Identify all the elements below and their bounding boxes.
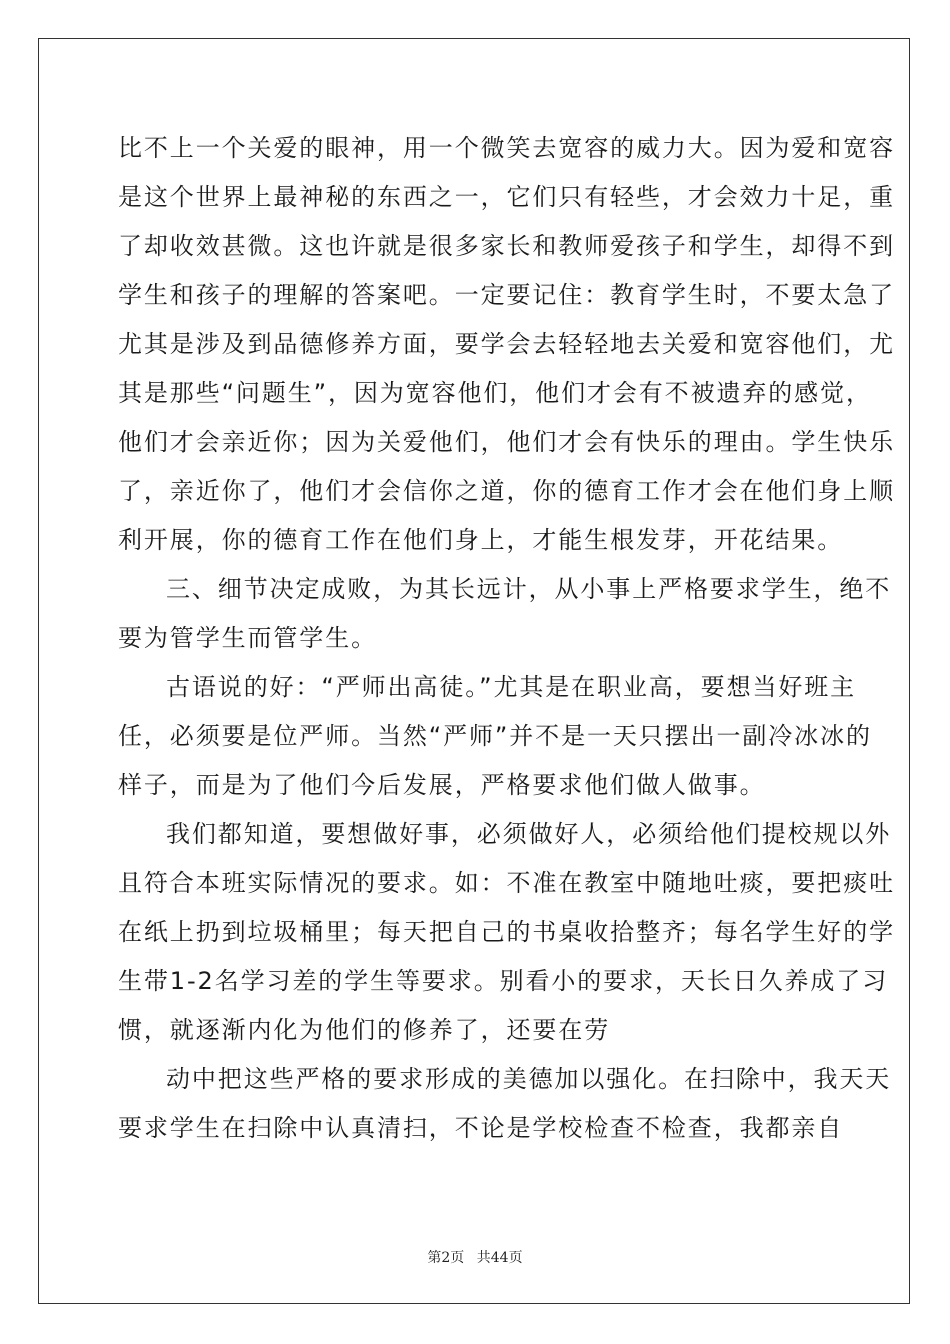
text-line: 任，必须要是位严师。当然“严师”并不是一天只摆出一副冷冰冰的 (118, 722, 872, 750)
text-line: 动中把这些严格的要求形成的美德加以强化。在扫除中，我天天 (166, 1065, 892, 1093)
text-line: 是这个世界上最神秘的东西之一，它们只有轻些，才会效力十足，重 (118, 183, 895, 211)
text-line: 了，亲近你了，他们才会信你之道，你的德育工作才会在他们身上顺 (118, 477, 895, 505)
text-line: 其是那些“问题生”，因为宽容他们，他们才会有不被遗弃的感觉， (118, 379, 872, 407)
text-line: 利开展，你的德育工作在他们身上，才能生根发芽，开花结果。 (118, 526, 844, 554)
text-line: 古语说的好：“严师出高徒。”尤其是在职业高，要想当好班主 (166, 673, 857, 701)
text-line: 要为管学生而管学生。 (118, 624, 377, 652)
text-line: 比不上一个关爱的眼神，用一个微笑去宽容的威力大。因为爱和宽容 (118, 134, 895, 162)
text-line: 惯，就逐渐内化为他们的修养了，还要在劳 (118, 1016, 611, 1044)
text-line: 且符合本班实际情况的要求。如：不准在教室中随地吐痰，要把痰吐 (118, 869, 895, 897)
page-number: 第2页 (427, 1250, 465, 1266)
text-line: 学生和孩子的理解的答案吧。一定要记住：教育学生时，不要太急了 (118, 281, 895, 309)
text-line: 尤其是涉及到品德修养方面，要学会去轻轻地去关爱和宽容他们，尤 (118, 330, 895, 358)
text-line: 在纸上扔到垃圾桶里；每天把自己的书桌收拾整齐；每名学生好的学 (118, 918, 895, 946)
page-total: 共44页 (476, 1250, 523, 1266)
text-line: 生带1-2名学习差的学生等要求。别看小的要求，天长日久养成了习 (118, 967, 889, 995)
text-line: 要求学生在扫除中认真清扫，不论是学校检查不检查，我都亲自 (118, 1114, 844, 1142)
text-line: 三、细节决定成败，为其长远计，从小事上严格要求学生，绝不 (166, 575, 892, 603)
text-line: 样子，而是为了他们今后发展，严格要求他们做人做事。 (118, 771, 766, 799)
text-line: 了却收效甚微。这也许就是很多家长和教师爱孩子和学生，却得不到 (118, 232, 895, 260)
page-footer (0, 1247, 950, 1267)
text-line: 我们都知道，要想做好事，必须做好人，必须给他们提校规以外 (166, 820, 892, 848)
text-line: 他们才会亲近你；因为关爱他们，他们才会有快乐的理由。学生快乐 (118, 428, 895, 456)
